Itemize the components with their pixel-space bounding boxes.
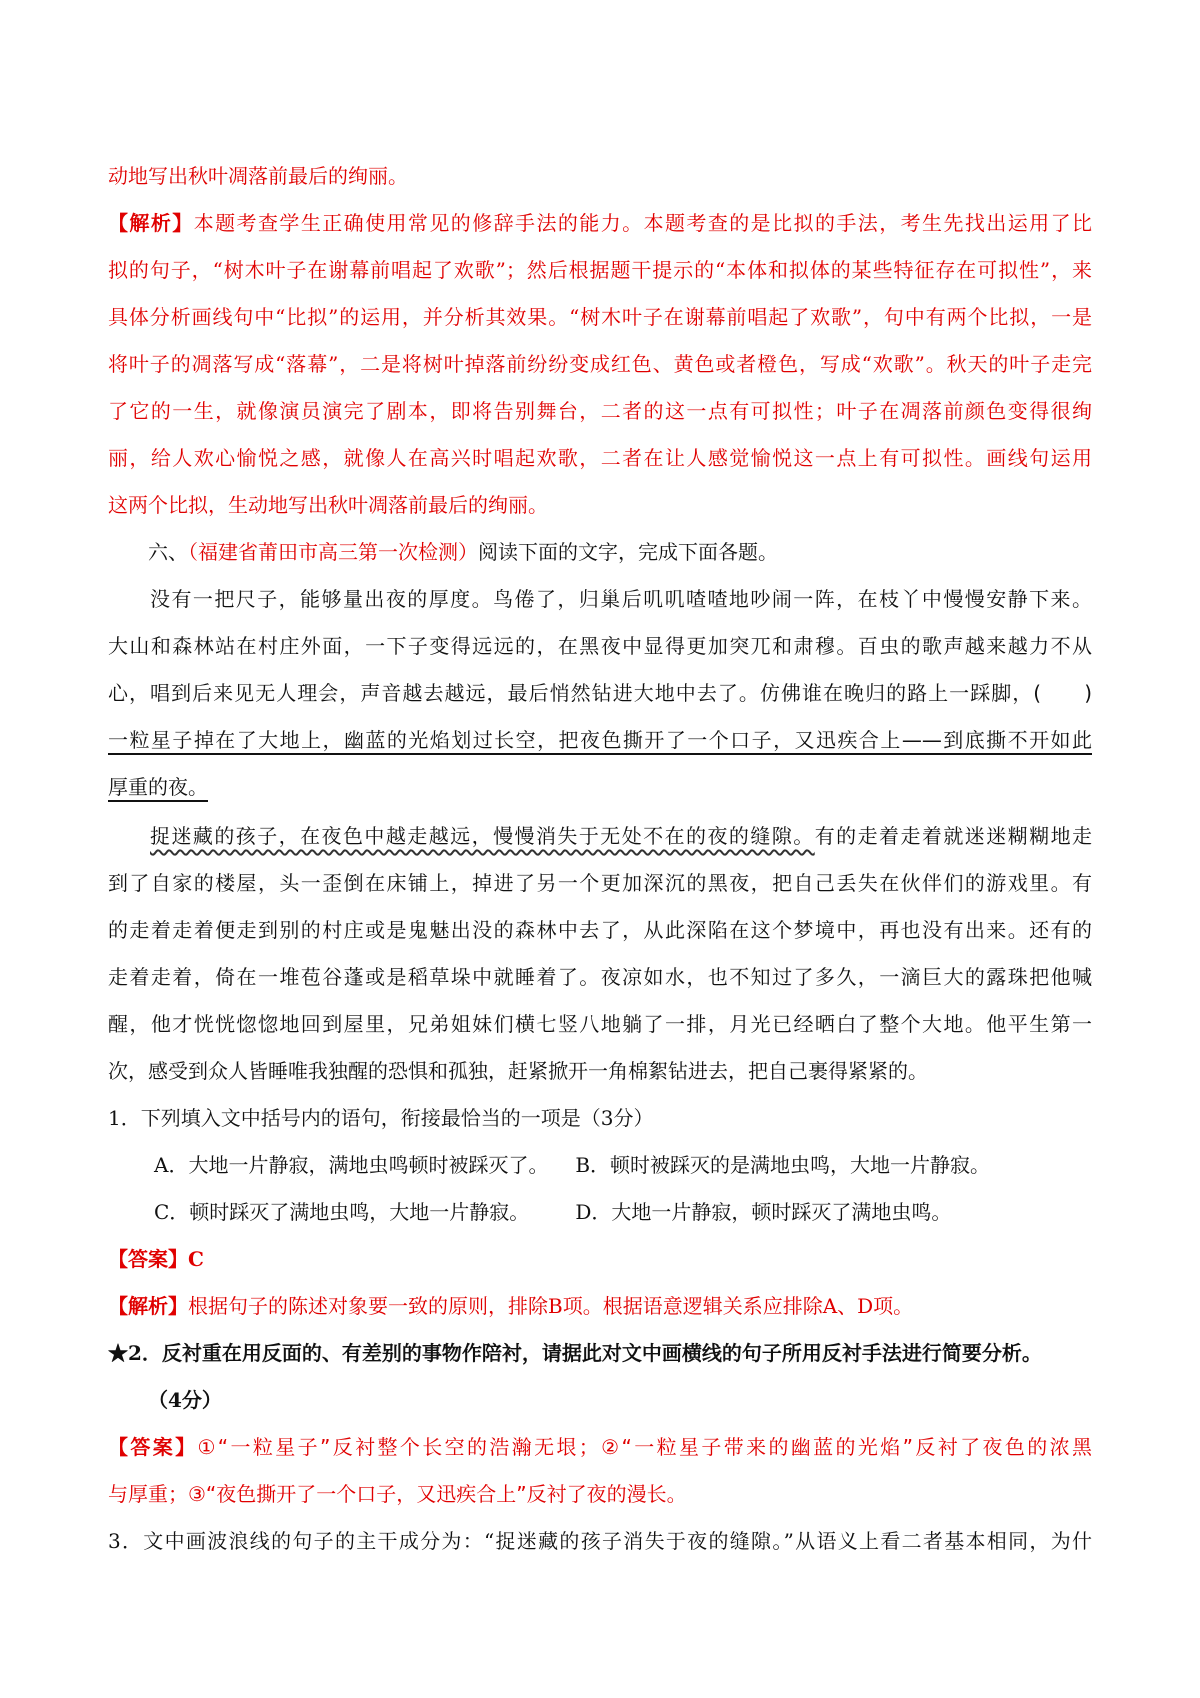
passage-p2-line-1: 捉迷藏的孩子，在夜色中越走越远，慢慢消失于无处不在的夜的缝隙。有的走着走着就迷迷糊糊地走 — [150, 824, 1092, 848]
passage-p2-line-4: 走着走着，倚在一堆苞谷蓬或是稻草垛中就睡着了。夜凉如水，也不知过了多久，一滴巨大的露珠把他喊 — [108, 965, 1092, 989]
section-6-source: （福建省莆田市高三第一次检测） — [188, 540, 478, 564]
section-6-heading: 六、（福建省莆田市高三第一次检测）阅读下面的文字，完成下面各题。 — [148, 540, 778, 564]
q5-analysis-line-6: 丽，给人欢心愉悦之感，就像人在高兴时唱起欢歌，二者在让人感觉愉悦这一点上有可拟性。画线句运用 — [108, 446, 1092, 470]
q3-stem: 3．文中画波浪线的句子的主干成分为：“捉迷藏的孩子消失于夜的缝隙。”从语义上看二者基本相同，为什 — [108, 1529, 1092, 1553]
q5-analysis-line-5: 了它的一生，就像演员演完了剧本，即将告别舞台，二者的这一点有可拟性；叶子在凋落前颜色变得很绚 — [108, 399, 1092, 423]
q5-analysis-line-1: 【解析】本题考查学生正确使用常见的修辞手法的能力。本题考查的是比拟的手法，考生先找出运用了比 — [108, 211, 1092, 235]
q1-option-c: C．顿时踩灭了满地虫鸣，大地一片静寂。 — [154, 1200, 530, 1224]
q1-options-row-2 — [108, 1189, 1092, 1236]
q1-option-d: D．大地一片静寂，顿时踩灭了满地虫鸣。 — [575, 1200, 952, 1224]
passage-p2-line-5: 醒，他才恍恍惚惚地回到屋里，兄弟姐妹们横七竖八地躺了一排，月光已经晒白了整个大地。他平生第一 — [108, 1012, 1092, 1036]
q1-analysis: 【解析】根据句子的陈述对象要一致的原则，排除B项。根据语意逻辑关系应排除A、D项。 — [108, 1294, 914, 1318]
q1-option-b: B．顿时被踩灭的是满地虫鸣，大地一片静寂。 — [575, 1153, 991, 1177]
q2-stem: ★2．反衬重在用反面的、有差别的事物作陪衬，请据此对文中画横线的句子所用反衬手法进行简要分析。 — [108, 1341, 1042, 1365]
passage-p2-line-3: 的走着走着便走到别的村庄或是鬼魅出没的森林中去了，从此深陷在这个梦境中，再也没有出来。还有的 — [108, 918, 1092, 942]
q2-score: （4分） — [148, 1388, 222, 1412]
wavy-underlined-sentence: 捉迷藏的孩子，在夜色中越走越远，慢慢消失于无处不在的夜的缝隙。 — [150, 824, 815, 848]
previous-analysis-tail: 动地写出秋叶凋落前最后的绚丽。 — [108, 164, 408, 188]
q1-option-a: A．大地一片静寂，满地虫鸣顿时被踩灭了。 — [154, 1153, 549, 1177]
passage-p2-line-6: 次，感受到众人皆睡唯我独醒的恐惧和孤独，赶紧掀开一角棉絮钻进去，把自己裹得紧紧的。 — [108, 1059, 928, 1083]
q1-stem: 1．下列填入文中括号内的语句，衔接最恰当的一项是（3分） — [108, 1106, 654, 1130]
passage-p1-line-2: 大山和森林站在村庄外面，一下子变得远远的，在黑夜中显得更加突兀和肃穆。百虫的歌声越来越力不从 — [108, 634, 1092, 658]
q1-answer: 【答案】C — [108, 1247, 204, 1271]
passage-underlined-line-2: 厚重的夜。 — [108, 775, 208, 799]
q5-analysis-line-2: 拟的句子，“树木叶子在谢幕前唱起了欢歌”；然后根据题干提示的“本体和拟体的某些特征存在可拟性”，来 — [108, 258, 1092, 282]
q5-analysis-line-4: 将叶子的凋落写成“落幕”，二是将树叶掉落前纷纷变成红色、黄色或者橙色，写成“欢歌”。秋天的叶子走完 — [108, 352, 1092, 376]
q5-analysis-line-3: 具体分析画线句中“比拟”的运用，并分析其效果。“树木叶子在谢幕前唱起了欢歌”，句中有两个比拟，一是 — [108, 305, 1092, 329]
passage-underlined-line-1: 一粒星子掉在了大地上，幽蓝的光焰划过长空，把夜色撕开了一个口子，又迅疾合上——到底撕不开如此 — [108, 728, 1092, 752]
passage-p2-line-2: 到了自家的楼屋，头一歪倒在床铺上，掉进了另一个更加深沉的黑夜，把自己丢失在伙伴们的游戏里。有 — [108, 871, 1092, 895]
q1-options-row-1 — [108, 1142, 1092, 1189]
q5-analysis-line-7: 这两个比拟，生动地写出秋叶凋落前最后的绚丽。 — [108, 493, 548, 517]
passage-p1-line-3: 心，唱到后来见无人理会，声音越去越远，最后悄然钻进大地中去了。仿佛谁在晚归的路上一踩脚，( ) — [108, 681, 1092, 705]
q2-answer-line-2: 与厚重；③“夜色撕开了一个口子，又迅疾合上”反衬了夜的漫长。 — [108, 1482, 687, 1506]
q2-answer-line-1: 【答案】①“一粒星子”反衬整个长空的浩瀚无垠；②“一粒星子带来的幽蓝的光焰”反衬了夜色的浓黑 — [108, 1435, 1092, 1459]
analysis-label: 【解析】 — [108, 211, 194, 235]
passage-p1-line-1: 没有一把尺子，能够量出夜的厚度。鸟倦了，归巢后叽叽喳喳地吵闹一阵，在枝丫中慢慢安静下来。 — [150, 587, 1092, 611]
